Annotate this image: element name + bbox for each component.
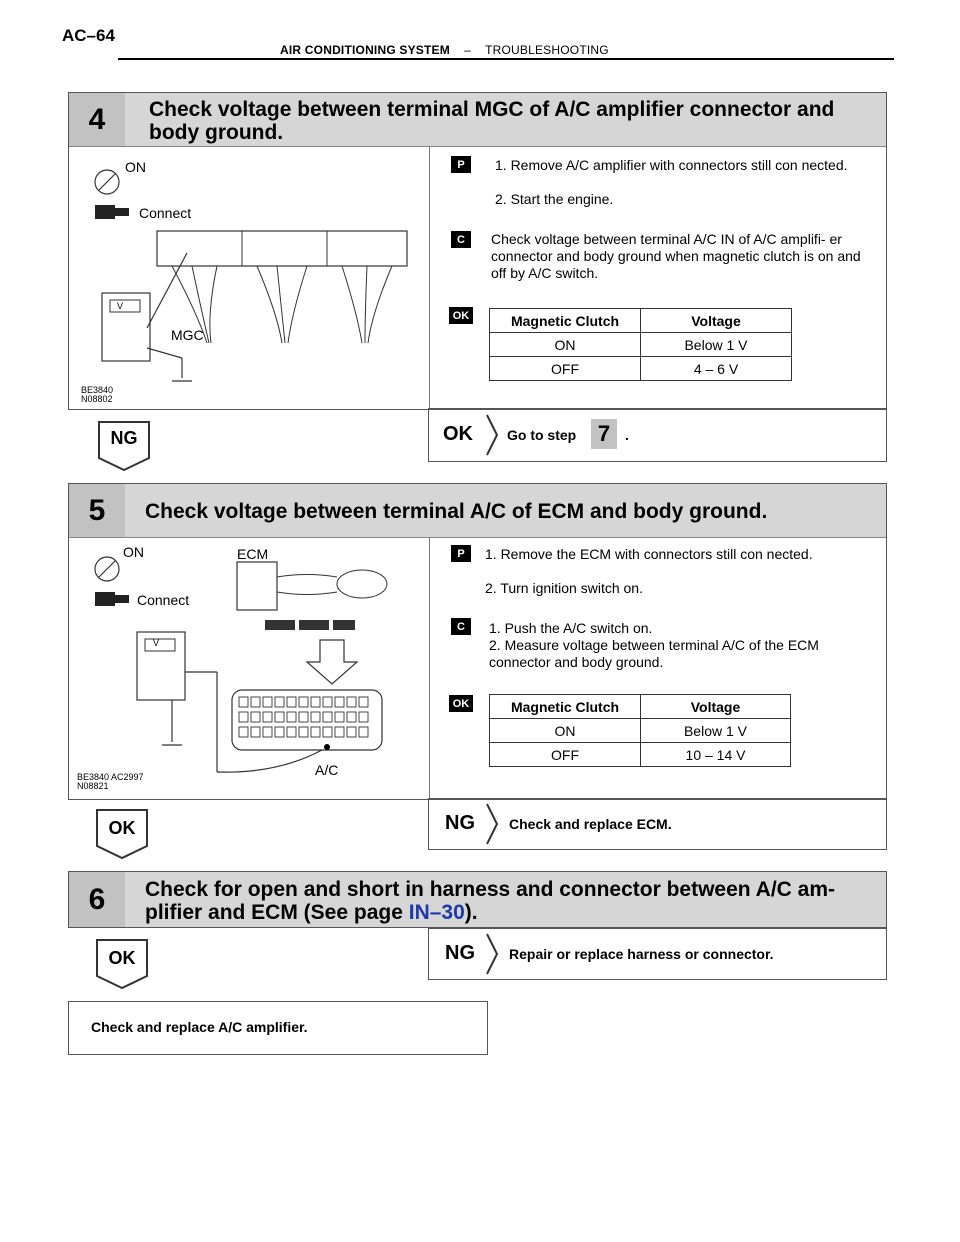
table-header: Magnetic Clutch (490, 695, 641, 719)
table-cell: ON (490, 333, 641, 357)
step-6-number: 6 (69, 872, 125, 927)
ignition-key-line (99, 561, 115, 577)
probe-lead-1 (147, 253, 187, 328)
probe-lead-2 (147, 348, 182, 358)
final-action-box (68, 1001, 488, 1055)
step-5-ok-badge (95, 808, 149, 860)
step-4-divider (429, 146, 430, 409)
table-cell: ON (490, 719, 641, 743)
header-subsection: TROUBLESHOOTING (485, 43, 609, 57)
voltmeter-icon (137, 632, 185, 700)
ecm-box (237, 562, 277, 610)
step-5-diagram (77, 542, 422, 792)
ecm-plug-2 (299, 620, 329, 630)
check-step-2: 2. Measure voltage between terminal A/C of the ECM connector and body ground. (489, 637, 819, 670)
ecm-plug-1 (265, 620, 295, 630)
harness-bundle-2 (257, 266, 307, 343)
voltmeter-icon (102, 293, 150, 361)
amplifier-connector (157, 231, 407, 266)
step-4-box (68, 92, 887, 410)
step-5-result-row (428, 798, 887, 850)
harness-bundle-3 (342, 266, 392, 343)
step-4-result-row (428, 408, 887, 462)
step-5-box (68, 483, 887, 800)
voltmeter-display (110, 300, 140, 312)
ac-terminal-dot (324, 744, 330, 750)
procedure-step-1: 1. Remove A/C amplifier with connectors still con nected. (495, 157, 848, 173)
step-5-title: Check voltage between terminal A/C of ECM and body ground. (145, 500, 768, 523)
probe-lead-3 (217, 750, 322, 772)
step-4-title: Check voltage between terminal MGC of A/C amplifier connector and body ground. (149, 98, 835, 144)
step-6-box (68, 871, 887, 928)
diagram-label-ecm: ECM (237, 546, 269, 562)
table-cell: OFF (490, 743, 641, 767)
table-cell: 4 – 6 V (641, 357, 792, 381)
diagram-label-meter: V (153, 638, 160, 648)
ecm-plug-3 (333, 620, 355, 630)
header-separator: – (464, 43, 471, 57)
diagram-label-connect: Connect (139, 205, 192, 221)
result-arrow-label: NG (445, 812, 475, 834)
table-row (490, 719, 791, 743)
goto-step-badge[interactable]: 7 (591, 419, 617, 449)
ignition-key-line (99, 174, 115, 190)
table-cell: OFF (490, 357, 641, 381)
step-6-title-part2: ). (464, 901, 478, 924)
ok-tag: OK (449, 307, 473, 324)
table-header-row (490, 309, 792, 333)
check-c-tag: C (451, 618, 471, 635)
result-arrow-icon (485, 802, 499, 846)
step-5-divider (429, 537, 430, 799)
step-6-ok-badge (95, 938, 149, 990)
final-action-text: Check and replace A/C amplifier. (91, 1019, 308, 1035)
step-5-voltage-table (489, 694, 791, 767)
table-row (490, 333, 792, 357)
diagram-code-1: BE3840 (81, 385, 114, 395)
procedure-step-2: 2. Turn ignition switch on. (485, 580, 643, 596)
step-4-ng-badge (97, 420, 151, 468)
connector-body-icon (115, 595, 129, 603)
header-title (280, 43, 609, 57)
diagram-label-on: ON (123, 544, 144, 560)
result-arrow-label: OK (443, 423, 473, 445)
diagram-label-mgc: MGC (171, 327, 204, 343)
step-4-number: 4 (69, 93, 125, 146)
result-arrow-icon (485, 932, 499, 976)
result-arrow-label: NG (445, 942, 475, 964)
result-badge-label: NG (110, 428, 138, 448)
page-reference-link[interactable]: IN–30 (408, 901, 465, 924)
step-4-voltage-table (489, 308, 792, 381)
table-header-row (490, 695, 791, 719)
connect-icon (95, 205, 115, 219)
diagram-label-meter: V (117, 301, 124, 311)
diagram-code-2: N08821 (77, 781, 109, 791)
diagram-code-1: BE3840 AC2997 (77, 772, 144, 782)
table-header: Voltage (641, 309, 792, 333)
page-number: AC–64 (62, 26, 115, 45)
table-cell: Below 1 V (641, 719, 791, 743)
diagram-label-connect: Connect (137, 592, 190, 608)
procedure-p-tag: P (451, 156, 471, 173)
table-cell: 10 – 14 V (641, 743, 791, 767)
diagram-label-on: ON (125, 159, 146, 175)
step-4-diagram (77, 153, 422, 403)
result-badge-label: OK (108, 818, 136, 838)
table-row (490, 743, 791, 767)
result-arrow-icon (485, 413, 499, 457)
down-arrow-icon (307, 640, 357, 684)
result-text: Go to step (507, 427, 577, 443)
ok-tag: OK (449, 695, 473, 712)
table-cell: Below 1 V (641, 333, 792, 357)
table-header: Voltage (641, 695, 791, 719)
table-row (490, 357, 792, 381)
connector-body-icon (115, 208, 129, 216)
procedure-p-tag: P (451, 545, 471, 562)
check-c-tag: C (451, 231, 471, 248)
step-6-title (145, 878, 875, 924)
voltmeter-display (145, 639, 175, 651)
ecm-connector-end (337, 570, 387, 598)
step-5-number: 5 (69, 484, 125, 537)
result-badge-label: OK (108, 948, 136, 968)
header-rule (118, 58, 894, 60)
procedure-step-2: 2. Start the engine. (495, 191, 614, 207)
procedure-step-1: 1. Remove the ECM with connectors still con nected. (485, 546, 813, 562)
step-6-title-part1: Check for open and short in harness and connector between A/C am- plifier and ECM (See page (145, 878, 836, 924)
goto-suffix: . (625, 427, 629, 443)
ecm-connector-face (232, 690, 382, 750)
connect-icon (95, 592, 115, 606)
diagram-code-2: N08802 (81, 394, 113, 404)
check-text: Check voltage between terminal A/C IN of A/C amplifi- er connector and body ground when magnetic clutch is on and off by A/C switch. (491, 231, 861, 281)
table-header: Magnetic Clutch (490, 309, 641, 333)
step-6-result-row (428, 928, 887, 980)
header-section: AIR CONDITIONING SYSTEM (280, 43, 450, 57)
check-step-1: 1. Push the A/C switch on. (489, 620, 653, 636)
diagram-label-ac: A/C (315, 762, 339, 778)
result-text: Check and replace ECM. (509, 816, 672, 832)
ecm-terminal-grid (239, 697, 368, 737)
ecm-harness (277, 575, 337, 595)
result-text: Repair or replace harness or connector. (509, 946, 774, 962)
